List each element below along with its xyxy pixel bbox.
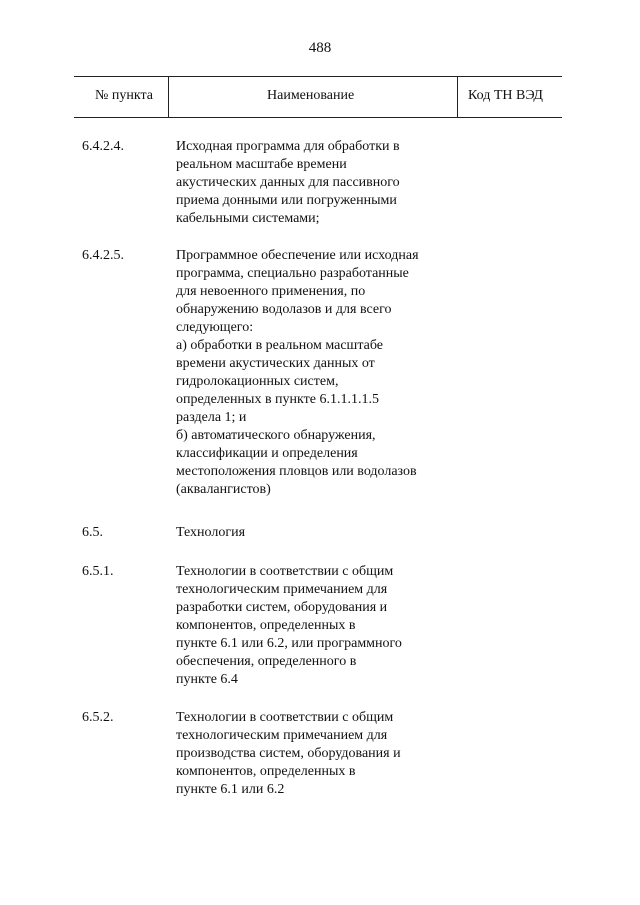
entry-number: 6.5. bbox=[82, 525, 103, 540]
entry-text-line: гидролокационных систем, bbox=[176, 374, 339, 389]
entry-text-line: производства систем, оборудования и bbox=[176, 746, 401, 761]
entry-text-line: реальном масштабе времени bbox=[176, 157, 347, 172]
entry-text-line: технологическим примечанием для bbox=[176, 728, 388, 743]
entry-text-line: технологическим примечанием для bbox=[176, 582, 388, 597]
header-number-column: № пункта bbox=[95, 88, 153, 103]
entry-text-line: обнаружению водолазов и для всего bbox=[176, 302, 392, 317]
entry-text-line: Технология bbox=[176, 525, 246, 540]
header-name-column: Наименование bbox=[267, 88, 355, 103]
entry-text-line: Технологии в соответствии с общим bbox=[176, 564, 394, 579]
entry-text bbox=[176, 524, 476, 542]
entry-text bbox=[176, 247, 476, 499]
entry-text bbox=[176, 709, 476, 799]
entry-number: 6.5.1. bbox=[82, 564, 114, 579]
table-header-divider-2 bbox=[457, 76, 458, 117]
header-code-column: Код ТН ВЭД bbox=[468, 88, 543, 103]
entry-text-line: пункте 6.1 или 6.2, или программного bbox=[176, 636, 402, 651]
page-number: 488 bbox=[308, 40, 332, 56]
table-header-divider-1 bbox=[168, 76, 169, 117]
entry-text-line: классификации и определения bbox=[176, 446, 358, 461]
entry-text-line: определенных в пункте 6.1.1.1.1.5 bbox=[176, 392, 379, 407]
entry-text-line: приема донными или погруженными bbox=[176, 193, 397, 208]
entry-text-line: а) обработки в реальном масштабе bbox=[176, 338, 383, 353]
entry-number: 6.4.2.4. bbox=[82, 139, 124, 154]
entry-text-line: кабельными системами; bbox=[176, 211, 320, 226]
entry-text-line: программа, специально разработанные bbox=[176, 266, 409, 281]
entry-text bbox=[176, 563, 476, 689]
entry-text-line: местоположения пловцов или водолазов bbox=[176, 464, 417, 479]
entry-number: 6.5.2. bbox=[82, 710, 114, 725]
entry-text-line: пункте 6.4 bbox=[176, 672, 238, 687]
entry-text-line: компонентов, определенных в bbox=[176, 764, 356, 779]
entry-text-line: (аквалангистов) bbox=[176, 482, 271, 497]
entry-text bbox=[176, 138, 476, 228]
entry-number: 6.4.2.5. bbox=[82, 248, 124, 263]
entry-text-line: компонентов, определенных в bbox=[176, 618, 356, 633]
entry-text-line: пункте 6.1 или 6.2 bbox=[176, 782, 285, 797]
entry-text-line: Технологии в соответствии с общим bbox=[176, 710, 394, 725]
entry-text-line: Программное обеспечение или исходная bbox=[176, 248, 419, 263]
entry-text-line: разработки систем, оборудования и bbox=[176, 600, 388, 615]
entry-text-line: раздела 1; и bbox=[176, 410, 247, 425]
entry-text-line: обеспечения, определенного в bbox=[176, 654, 357, 669]
table-header-top-rule bbox=[74, 76, 562, 77]
entry-text-line: акустических данных для пассивного bbox=[176, 175, 400, 190]
table-header-bottom-rule bbox=[74, 117, 562, 118]
entry-text-line: следующего: bbox=[176, 320, 254, 335]
entry-text-line: для невоенного применения, по bbox=[176, 284, 366, 299]
entry-text-line: б) автоматического обнаружения, bbox=[176, 428, 376, 443]
entry-text-line: времени акустических данных от bbox=[176, 356, 375, 371]
entry-text-line: Исходная программа для обработки в bbox=[176, 139, 400, 154]
